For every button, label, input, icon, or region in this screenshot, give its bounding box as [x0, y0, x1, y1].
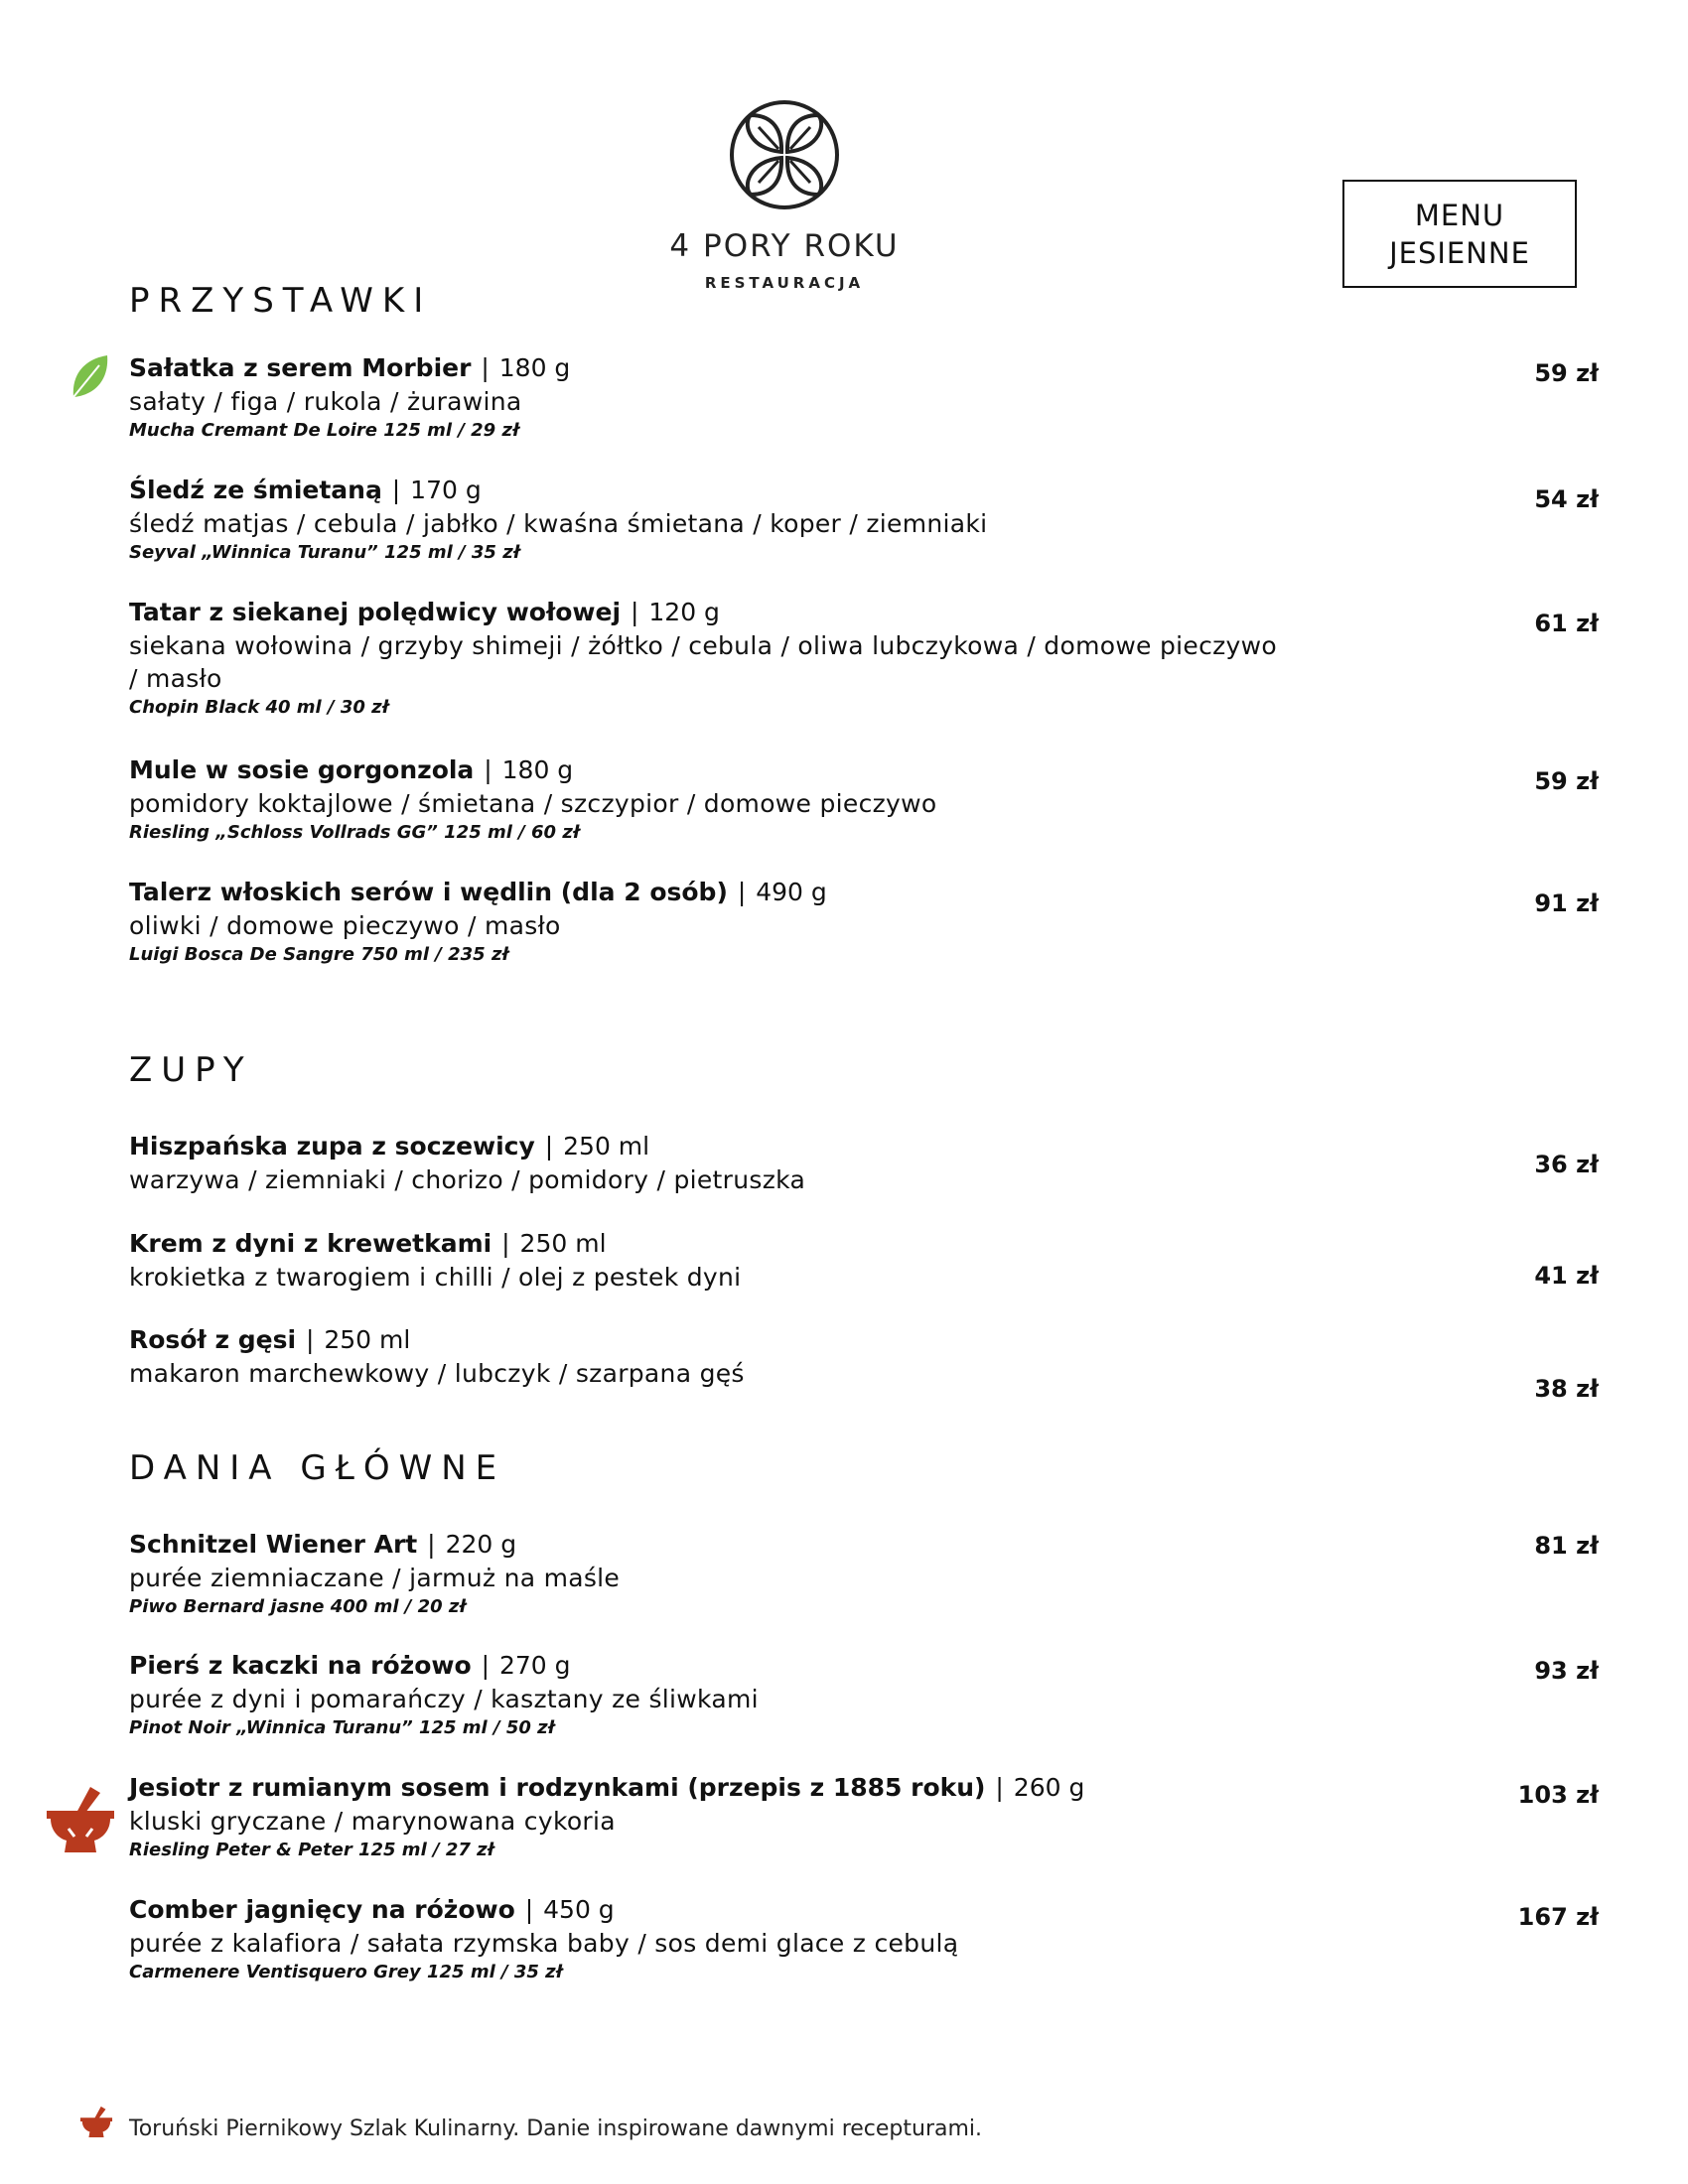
menu-item: Sałatka z serem Morbier | 180 g sałaty / figa / rukola / żurawina Mucha Cremant De Loire 125 ml / 29 zł 59 zł — [129, 351, 1599, 444]
dish-name: Mule w sosie gorgonzola — [129, 755, 475, 784]
dish-weight: 260 g — [1013, 1773, 1085, 1802]
dish-weight: 170 g — [410, 476, 482, 504]
brand-name: 4 PORY ROKU — [669, 228, 900, 264]
dish-name: Tatar z siekanej polędwicy wołowej — [129, 598, 622, 626]
dish-description: purée ziemniaczane / jarmuż na maśle — [129, 1564, 621, 1592]
dish-weight: 250 ml — [324, 1325, 411, 1354]
four-leaf-logo-icon — [729, 99, 840, 210]
dish-name: Sałatka z serem Morbier — [129, 353, 472, 382]
dish-price: 41 zł — [1534, 1262, 1599, 1290]
dish-price: 38 zł — [1534, 1375, 1599, 1403]
dish-description: śledź matjas / cebula / jabłko / kwaśna śmietana / koper / ziemniaki — [129, 509, 988, 538]
dish-price: 167 zł — [1517, 1903, 1599, 1931]
dish-price: 91 zł — [1534, 889, 1599, 917]
wine-pairing: Riesling Peter & Peter 125 ml / 27 zł — [129, 1840, 494, 1860]
dish-name: Śledź ze śmietaną — [129, 476, 382, 504]
dish-weight: 120 g — [648, 598, 720, 626]
menu-box-line1: MENU — [1414, 199, 1505, 232]
section-title-przystawki: PRZYSTAWKI — [129, 281, 433, 321]
dish-weight: 250 ml — [519, 1229, 607, 1258]
wine-pairing: Mucha Cremant De Loire 125 ml / 29 zł — [129, 420, 519, 441]
menu-season-box — [1342, 180, 1577, 288]
dish-description: krokietka z twarogiem i chilli / olej z pestek dyni — [129, 1263, 742, 1292]
section-title-dania-glowne: DANIA GŁÓWNE — [129, 1448, 506, 1488]
dish-name: Pierś z kaczki na różowo — [129, 1651, 472, 1680]
wine-pairing: Chopin Black 40 ml / 30 zł — [129, 697, 389, 718]
dish-description: siekana wołowina / grzyby shimeji / żółtko / cebula / oliwa lubczykowa / domowe pieczywo / masło — [129, 631, 1277, 693]
dish-name: Hiszpańska zupa z soczewicy — [129, 1132, 535, 1160]
brand-subtitle: RESTAURACJA — [704, 274, 865, 292]
dish-weight: 450 g — [543, 1895, 615, 1924]
wine-pairing: Seyval „Winnica Turanu” 125 ml / 35 zł — [129, 542, 520, 563]
leaf-icon — [70, 353, 109, 403]
dish-name: Krem z dyni z krewetkami — [129, 1229, 492, 1258]
dish-weight: 180 g — [501, 755, 574, 784]
dish-name: Rosół z gęsi — [129, 1325, 297, 1354]
menu-item: Tatar z siekanej polędwicy wołowej | 120 g siekana wołowina / grzyby shimeji / żółtko / cebula / oliwa lubczykowa / domowe pieczywo / masło Chopin Black 40 ml / 30 zł 61 zł — [129, 596, 1599, 721]
dish-description: purée z dyni i pomarańczy / kasztany ze śliwkami — [129, 1685, 759, 1713]
dish-price: 36 zł — [1534, 1151, 1599, 1178]
menu-item: Jesiotr z rumianym sosem i rodzynkami (przepis z 1885 roku) | 260 g kluski gryczane / marynowana cykoria Riesling Peter & Peter 125 ml / 27 zł 103 zł — [129, 1771, 1599, 1863]
dish-price: 61 zł — [1534, 610, 1599, 637]
wine-pairing: Luigi Bosca De Sangre 750 ml / 235 zł — [129, 944, 509, 965]
menu-item: Pierś z kaczki na różowo | 270 g purée z dyni i pomarańczy / kasztany ze śliwkami Pinot Noir „Winnica Turanu” 125 ml / 50 zł 93 zł — [129, 1649, 1599, 1741]
menu-item: Krem z dyni z krewetkami | 250 ml krokietka z twarogiem i chilli / olej z pestek dyni 41 zł — [129, 1229, 1599, 1292]
dish-price: 81 zł — [1534, 1532, 1599, 1560]
dish-name: Jesiotr z rumianym sosem i rodzynkami (przepis z 1885 roku) — [129, 1773, 986, 1802]
dish-price: 59 zł — [1534, 359, 1599, 387]
dish-description: makaron marchewkowy / lubczyk / szarpana gęś — [129, 1359, 745, 1388]
mortar-small-icon — [79, 2105, 113, 2142]
dish-description: sałaty / figa / rukola / żurawina — [129, 387, 522, 416]
dish-weight: 490 g — [756, 878, 827, 906]
dish-description: pomidory koktajlowe / śmietana / szczypior / domowe pieczywo — [129, 789, 937, 818]
mortar-icon — [45, 1783, 116, 1858]
dish-weight: 180 g — [498, 353, 571, 382]
dish-description: warzywa / ziemniaki / chorizo / pomidory / pietruszka — [129, 1165, 806, 1194]
menu-item: Rosół z gęsi | 250 ml makaron marchewkowy / lubczyk / szarpana gęś 38 zł — [129, 1325, 1599, 1403]
restaurant-logo — [655, 99, 914, 292]
menu-item: Hiszpańska zupa z soczewicy | 250 ml warzywa / ziemniaki / chorizo / pomidory / pietruszka 36 zł — [129, 1132, 1599, 1194]
dish-price: 93 zł — [1534, 1657, 1599, 1685]
dish-weight: 250 ml — [563, 1132, 650, 1160]
dish-weight: 220 g — [445, 1530, 517, 1559]
footnote: Toruński Piernikowy Szlak Kulinarny. Danie inspirowane dawnymi recepturami. — [129, 2116, 983, 2141]
menu-item: Talerz włoskich serów i wędlin (dla 2 osób) | 490 g oliwki / domowe pieczywo / masło Luigi Bosca De Sangre 750 ml / 235 zł 91 zł — [129, 876, 1599, 968]
dish-weight: 270 g — [498, 1651, 571, 1680]
dish-description: oliwki / domowe pieczywo / masło — [129, 911, 561, 940]
dish-description: kluski gryczane / marynowana cykoria — [129, 1807, 616, 1836]
dish-name: Schnitzel Wiener Art — [129, 1530, 418, 1559]
dish-price: 59 zł — [1534, 767, 1599, 795]
menu-box-line2: JESIENNE — [1389, 236, 1530, 270]
wine-pairing: Riesling „Schloss Vollrads GG” 125 ml / 60 zł — [129, 822, 580, 843]
menu-item: Schnitzel Wiener Art | 220 g purée ziemniaczane / jarmuż na maśle Piwo Bernard jasne 400 ml / 20 zł 81 zł — [129, 1528, 1599, 1620]
wine-pairing: Pinot Noir „Winnica Turanu” 125 ml / 50 zł — [129, 1717, 555, 1738]
menu-item: Comber jagnięcy na różowo | 450 g purée z kalafiora / sałata rzymska baby / sos demi glace z cebulą Carmenere Ventisquero Grey 125 ml / 35 zł 167 zł — [129, 1893, 1599, 1985]
menu-item: Mule w sosie gorgonzola | 180 g pomidory koktajlowe / śmietana / szczypior / domowe pieczywo Riesling „Schloss Vollrads GG” 125 ml / 60 zł 59 zł — [129, 753, 1599, 846]
section-title-zupy: ZUPY — [129, 1050, 253, 1090]
wine-pairing: Piwo Bernard jasne 400 ml / 20 zł — [129, 1596, 467, 1617]
dish-description: purée z kalafiora / sałata rzymska baby / sos demi glace z cebulą — [129, 1929, 959, 1958]
menu-item: Śledź ze śmietaną | 170 g śledź matjas / cebula / jabłko / kwaśna śmietana / koper / ziemniaki Seyval „Winnica Turanu” 125 ml / 35 zł 54 zł — [129, 474, 1599, 566]
dish-price: 103 zł — [1517, 1781, 1599, 1809]
dish-price: 54 zł — [1534, 485, 1599, 513]
dish-name: Comber jagnięcy na różowo — [129, 1895, 515, 1924]
dish-name: Talerz włoskich serów i wędlin (dla 2 osób) — [129, 878, 728, 906]
wine-pairing: Carmenere Ventisquero Grey 125 ml / 35 zł — [129, 1962, 563, 1982]
